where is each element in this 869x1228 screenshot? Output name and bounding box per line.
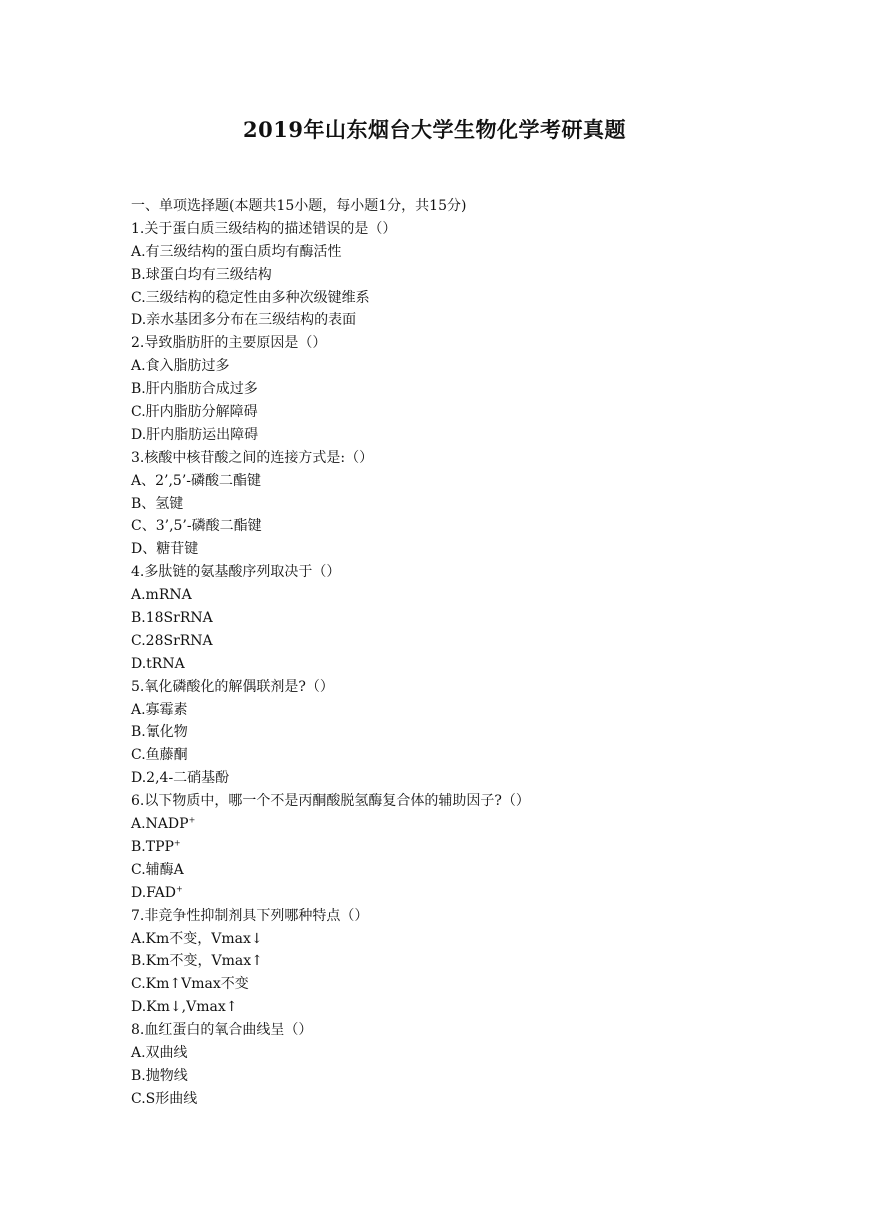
document-body [131,195,831,1111]
option-c: C.S形曲线 [131,1090,198,1107]
question-6 [131,790,831,904]
document-title: 2019年山东烟台大学生物化学考研真题 [243,117,626,142]
option-b: B.18SrRNA [131,610,213,627]
superscript-charge: + [176,884,183,894]
option-a: A、2’,5’-磷酸二酯键 [131,472,262,489]
option-d: D.tRNA [131,655,185,672]
question-stem: 2.导致脂肪肝的主要原因是（） [131,335,327,352]
question-stem: 1.关于蛋白质三级结构的描述错误的是（） [131,220,397,237]
question-7 [131,905,831,1019]
question-3 [131,447,831,561]
option-c: C.Km↑Vmax不变 [131,976,249,993]
option-b: B.Km不变，Vmax↑ [131,953,263,970]
option-b: B.抛物线 [131,1067,188,1084]
option-b [131,836,831,859]
option-d: D.Km↓,Vmax↑ [131,999,238,1016]
question-4 [131,561,831,675]
option-d: D.亲水基团多分布在三级结构的表面 [131,312,357,329]
option-a: A.mRNA [131,587,192,604]
option-a: A.食入脂肪过多 [131,358,230,375]
option-c: C、3’,5’-磷酸二酯键 [131,518,262,535]
option-text: C.辅酶A [131,861,184,878]
option-text: D.FAD [131,884,177,901]
question-5 [131,676,831,790]
option-b: B.肝内脂肪合成过多 [131,381,258,398]
option-text: A.NADP [131,816,189,833]
question-2 [131,332,831,446]
option-c: C.鱼藤酮 [131,747,188,764]
question-stem: 4.多肽链的氨基酸序列取决于（） [131,564,341,581]
option-c: C.28SrRNA [131,632,213,649]
option-d [131,882,831,905]
option-c [131,859,831,882]
question-stem: 7.非竞争性抑制剂具下列哪种特点（） [131,907,369,924]
option-b: B、氢键 [131,495,184,512]
question-8 [131,1019,831,1111]
option-d: D.肝内脂肪运出障碍 [131,426,259,443]
question-stem: 6.以下物质中，哪一个不是丙酮酸脱氢酶复合体的辅助因子?（） [131,793,530,810]
option-a: A.有三级结构的蛋白质均有酶活性 [131,243,342,260]
option-text: B.TPP [131,838,174,855]
option-c: C.肝内脂肪分解障碍 [131,404,258,421]
option-a: A.Km不变，Vmax↓ [131,930,263,947]
option-c: C.三级结构的稳定性由多种次级键维系 [131,289,370,306]
option-d: D.2,4-二硝基酚 [131,770,230,787]
option-a [131,813,831,836]
option-b: B.氰化物 [131,724,188,741]
superscript-charge: + [188,815,196,825]
option-b: B.球蛋白均有三级结构 [131,266,272,283]
option-a: A.寡霉素 [131,701,188,718]
section-heading: 一、单项选择题(本题共15小题，每小题1分，共15分) [131,198,467,214]
question-stem: 8.血红蛋白的氧合曲线呈（） [131,1022,313,1039]
option-d: D、糖苷键 [131,541,199,558]
question-1 [131,218,831,332]
question-stem: 5.氧化磷酸化的解偶联剂是?（） [131,678,334,695]
superscript-charge: + [173,838,181,848]
option-a: A.双曲线 [131,1044,188,1061]
question-stem: 3.核酸中核苷酸之间的连接方式是:（） [131,449,374,466]
